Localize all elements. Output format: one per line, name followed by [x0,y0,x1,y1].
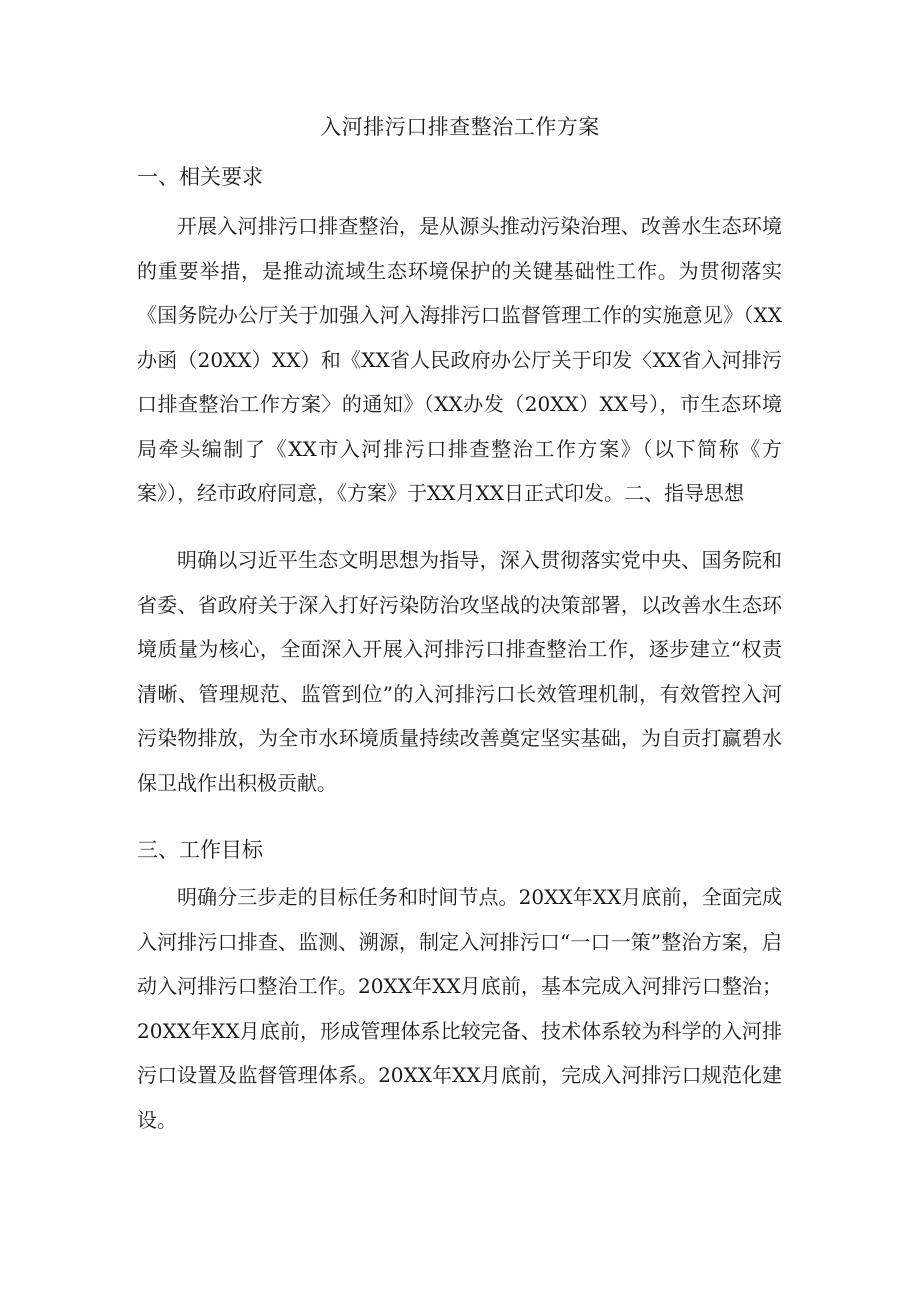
paragraph-requirements: 开展入河排污口排查整治，是从源头推动污染治理、改善水生态环境的重要举措，是推动流域生态环境保护的关键基础性工作。为贯彻落实《国务院办公厅关于加强入河入海排污口监督管理工作的实施意见》（XX办函（20XX）XX）和《XX省人民政府办公厅关于印发〈XX省入河排污口排查整治工作方案〉的通知》（XX办发（20XX）XX号），市生态环境局牵头编制了《XX市入河排污口排查整治工作方案》（以下简称《方案》），经市政府同意，《方案》于XX月XX日正式印发。二、指导思想 [137,214,782,505]
document-title: 入河排污口排查整治工作方案 [320,115,600,139]
section-heading-requirements: 一、相关要求 [137,165,263,189]
paragraph-goals: 明确分三步走的目标任务和时间节点。20XX年XX月底前，全面完成入河排污口排查、监测、溯源，制定入河排污口“一口一策”整治方案，启动入河排污口整治工作。20XX年XX月底前，基本完成入河排污口整治；20XX年XX月底前，形成管理体系比较完备、技术体系较为科学的入河排污口设置及监督管理体系。20XX年XX月底前，完成入河排污口规范化建设。 [137,885,782,1132]
paragraph-guiding-ideology: 明确以习近平生态文明思想为指导，深入贯彻落实党中央、国务院和省委、省政府关于深入打好污染防治攻坚战的决策部署，以改善水生态环境质量为核心，全面深入开展入河排污口排查整治工作，逐步建立“权责清晰、管理规范、监管到位”的入河排污口长效管理机制，有效管控入河污染物排放，为全市水环境质量持续改善奠定坚实基础，为自贡打赢碧水保卫战作出积极贡献。 [137,548,782,795]
section-heading-goals: 三、工作目标 [137,838,263,862]
